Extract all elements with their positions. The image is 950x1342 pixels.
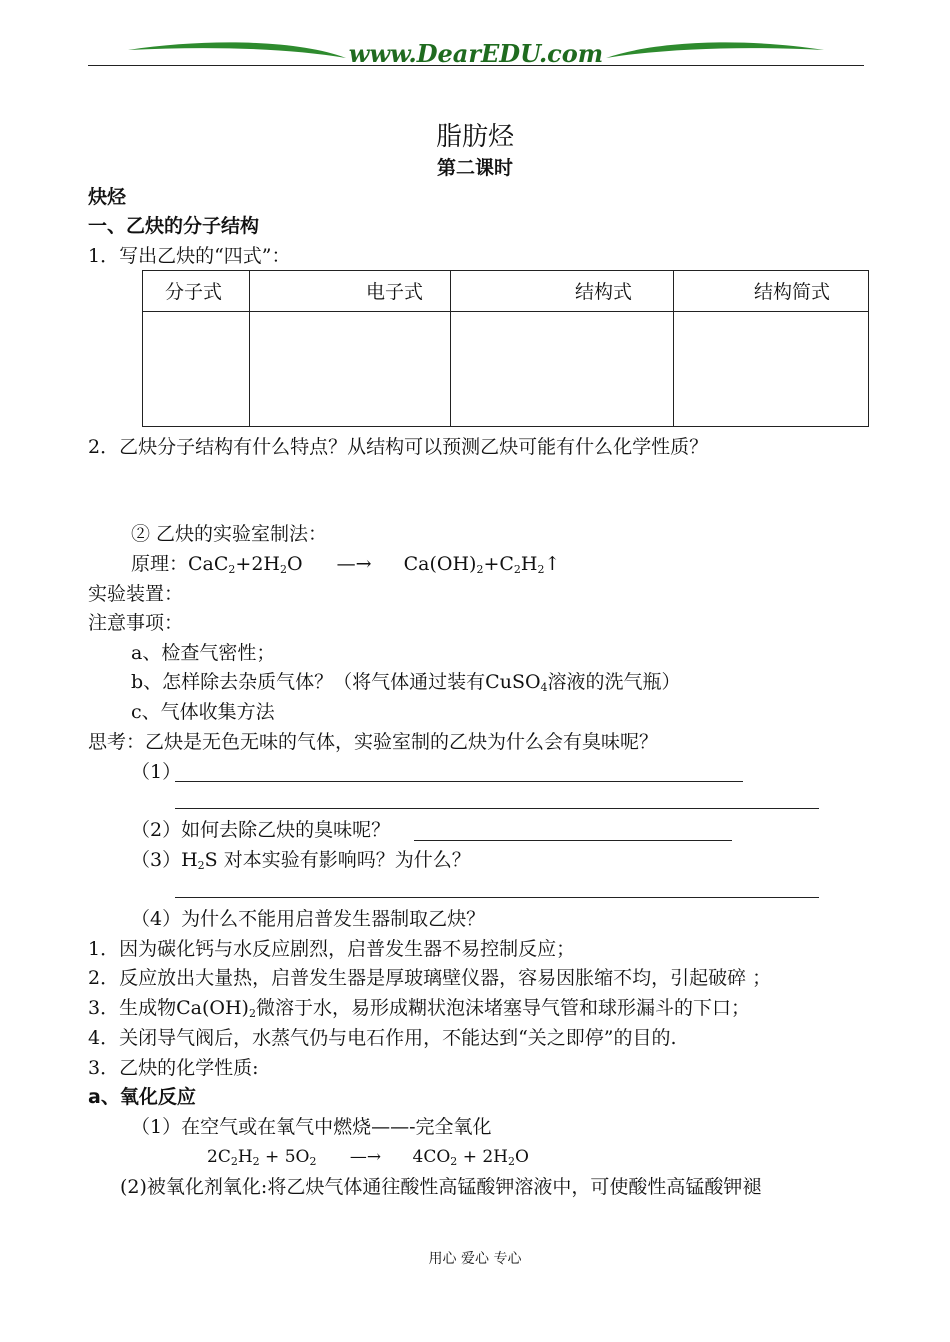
logo-text: www.DearEDU.com (348, 39, 604, 68)
table-header-electronic: 电子式 (250, 271, 451, 312)
answer-3: 3．生成物$Ca(OH)_2$微溶于水，易形成糊状泡沫堵塞导气管和球形漏斗的下口； (88, 997, 750, 1020)
header-rule (88, 65, 864, 66)
formula-table (142, 270, 869, 427)
oxidation-2: (2)被氧化剂氧化:将乙炔气体通往酸性高锰酸钾溶液中，可使酸性高锰酸钾褪 (120, 1176, 762, 1198)
notes-label: 注意事项： (88, 612, 184, 634)
apparatus-label: 实验装置： (88, 583, 184, 605)
answer-line-3[interactable] (175, 897, 819, 898)
table-cell-electronic[interactable] (250, 312, 451, 427)
think-item-3: $(3)H_2S$ 对本实验有影响吗？为什么？ (131, 849, 471, 872)
think-question: 思考：乙炔是无色无味的气体，实验室制的乙炔为什么会有臭味呢？ (88, 731, 659, 753)
table-cell-molecular[interactable] (143, 312, 250, 427)
question-3: 3．乙炔的化学性质: (88, 1057, 259, 1079)
combustion-arrow: —→ (349, 1147, 382, 1167)
question-2: 2．乙炔分子结构有什么特点？从结构可以预测乙炔可能有什么化学性质？ (88, 436, 709, 458)
question-1: 1．写出乙炔的“四式”： (88, 245, 291, 267)
page-subtitle: 第二课时 (436, 157, 513, 179)
page-title: 脂肪烃 (435, 122, 514, 152)
answer-4: 4．关闭导气阀后，水蒸气仍与电石作用，不能达到“关之即停”的目的. (88, 1027, 677, 1049)
table-header-structural: 结构式 (451, 271, 674, 312)
section-oxidation: a、氧化反应 (88, 1086, 196, 1108)
table-cell-condensed[interactable] (674, 312, 869, 427)
note-c: c、气体收集方法 (131, 701, 275, 723)
answer-line-2[interactable] (414, 840, 732, 841)
think-item-4: （4）为什么不能用启普发生器制取乙炔？ (131, 908, 486, 930)
table-header-molecular: 分子式 (143, 271, 250, 312)
principle-equation: 原理：$CaC_2+2H_2O$ —→ $Ca(OH)_2+C_2H_2↑$ (131, 553, 561, 576)
answer-1: 1．因为碳化钙与水反应剧烈，启普发生器不易控制反应； (88, 938, 576, 960)
think-item-1: （1） (131, 761, 182, 783)
note-a: a、检查气密性； (131, 642, 276, 664)
answer-2: 2．反应放出大量热，启普发生器是厚玻璃壁仪器，容易因胀缩不均，引起破碎 ； (88, 967, 772, 989)
oxidation-1: （1）在空气或在氧气中燃烧——-完全氧化 (131, 1116, 492, 1138)
lab-prep-heading: ② 乙炔的实验室制法： (131, 523, 328, 545)
think-item-2: （2）如何去除乙炔的臭味呢？ (131, 819, 391, 841)
section1-heading: 一、乙炔的分子结构 (88, 215, 260, 237)
section-alkyne: 炔烃 (88, 186, 127, 208)
answer-line-1a[interactable] (175, 781, 743, 782)
reaction-arrow: —→ (336, 553, 372, 575)
answer-line-1b[interactable] (175, 808, 819, 809)
page-footer: 用心 爱心 专心 (428, 1251, 522, 1267)
combustion-equation: $2C_2H_2 + 5O_2$ —→ $4CO_2 + 2H_2O$ (207, 1147, 529, 1168)
table-header-condensed: 结构简式 (674, 271, 869, 312)
logo-left-swoosh (128, 42, 346, 58)
note-b: b、怎样除去杂质气体？（将气体通过装有CuSO$_4$溶液的洗气瓶） (131, 671, 681, 694)
table-cell-structural[interactable] (451, 312, 674, 427)
logo-right-swoosh (606, 42, 824, 58)
